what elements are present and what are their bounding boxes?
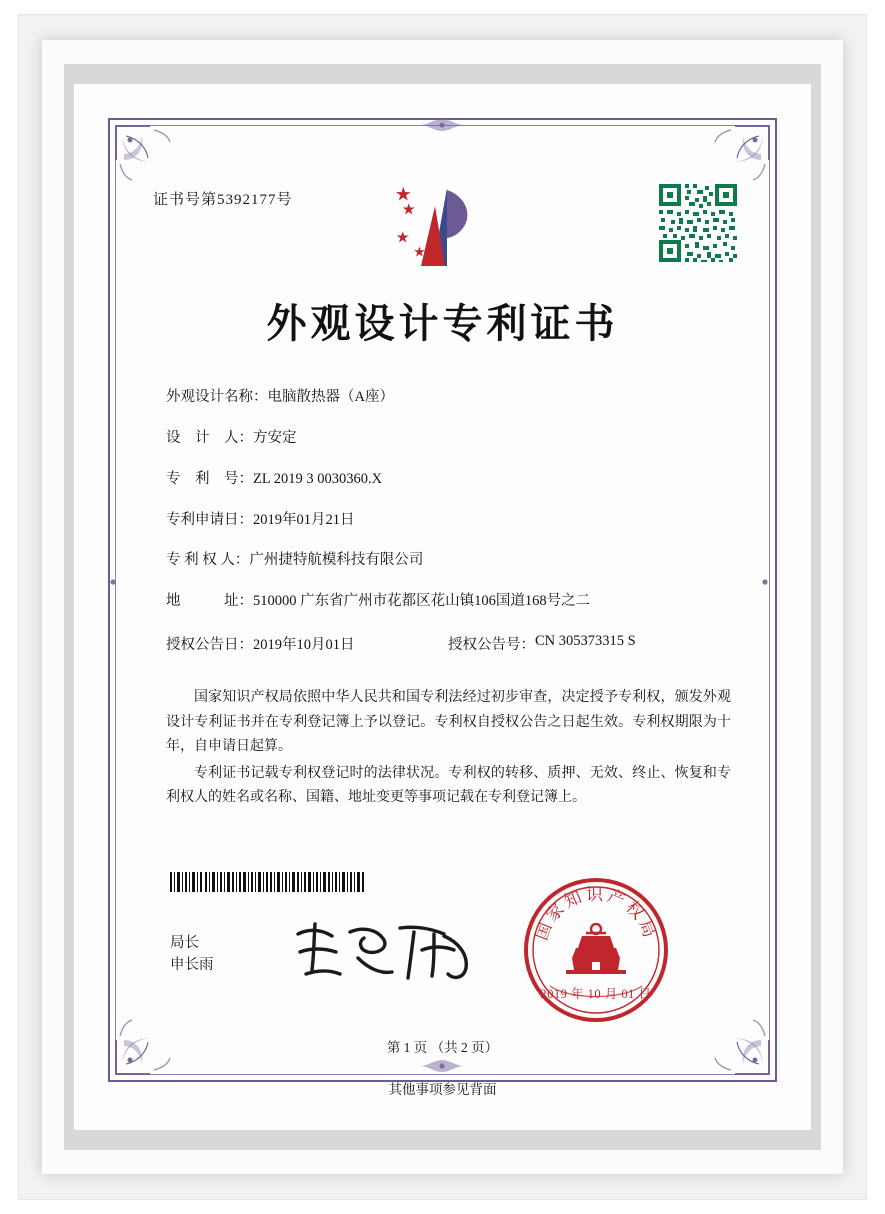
field-label: 专 利 号： [166, 470, 253, 487]
field-list [166, 388, 726, 664]
field-label: 授权公告号： [448, 637, 535, 654]
page-title: 外观设计专利证书 [266, 300, 619, 347]
seal-date: 2019 年 10 月 01 日 [540, 987, 652, 1001]
cnipa-logo-icon [385, 180, 495, 280]
field-row-patent-number [166, 470, 726, 489]
certificate-number: 证书号第5392177号 [153, 192, 293, 208]
grant-number-group [448, 633, 636, 654]
field-value: CN 305373315 S [535, 633, 636, 650]
field-value: 510000 广东省广州市花都区花山镇106国道168号之二 [253, 593, 591, 610]
handwritten-signature [288, 912, 488, 992]
field-row-application-date [166, 511, 726, 530]
field-value: 方安定 [253, 429, 297, 446]
paragraph-1: 国家知识产权局依照中华人民共和国专利法经过初步审查，决定授予专利权，颁发外观设计专利证书并在专利登记簿上予以登记。专利权自授权公告之日起生效。专利权期限为十年，自申请日起算。 [166, 690, 731, 754]
barcode [170, 872, 366, 892]
field-row-address [166, 592, 726, 611]
qr-code [657, 182, 739, 264]
edge-ornament-left [104, 540, 122, 629]
official-seal [520, 874, 672, 1026]
signature-name: 申长雨 [170, 957, 214, 974]
field-label: 设 计 人： [166, 429, 253, 446]
field-value: 广州捷特航模科技有限公司 [249, 552, 424, 569]
page-indicator: 第 1 页 （共 2 页） [386, 1040, 499, 1055]
field-label: 专 利 权 人： [166, 552, 250, 569]
field-label: 专利申请日： [166, 511, 253, 528]
field-label: 授权公告日： [166, 637, 253, 654]
svg-text:国家知识产权局: 国家知识产权局 [531, 885, 661, 944]
field-label: 外观设计名称： [166, 389, 268, 405]
signature-block [170, 932, 214, 977]
body-paragraphs [166, 686, 731, 813]
signature-title: 局长 [170, 935, 199, 951]
field-row-designer [166, 429, 726, 448]
footnote: 其他事项参见背面 [388, 1082, 497, 1097]
field-row-grant [166, 633, 726, 654]
field-row-patentee [166, 551, 726, 570]
field-label: 地 址： [166, 593, 253, 610]
grant-date-group [166, 633, 448, 654]
paragraph-2: 专利证书记载专利权登记时的法律状况。专利权的转移、质押、无效、终止、恢复和专利权人的姓名或名称、国籍、地址变更等事项记载在专利登记簿上。 [166, 765, 731, 805]
field-value: ZL 2019 3 0030360.X [253, 470, 383, 487]
field-row-design-name [166, 388, 726, 407]
edge-ornament-right [756, 540, 774, 629]
field-value: 2019年01月21日 [253, 511, 355, 528]
field-value: 电脑散热器（A座） [267, 389, 394, 405]
edge-ornament-top [400, 116, 484, 139]
field-value: 2019年10月01日 [253, 637, 355, 654]
